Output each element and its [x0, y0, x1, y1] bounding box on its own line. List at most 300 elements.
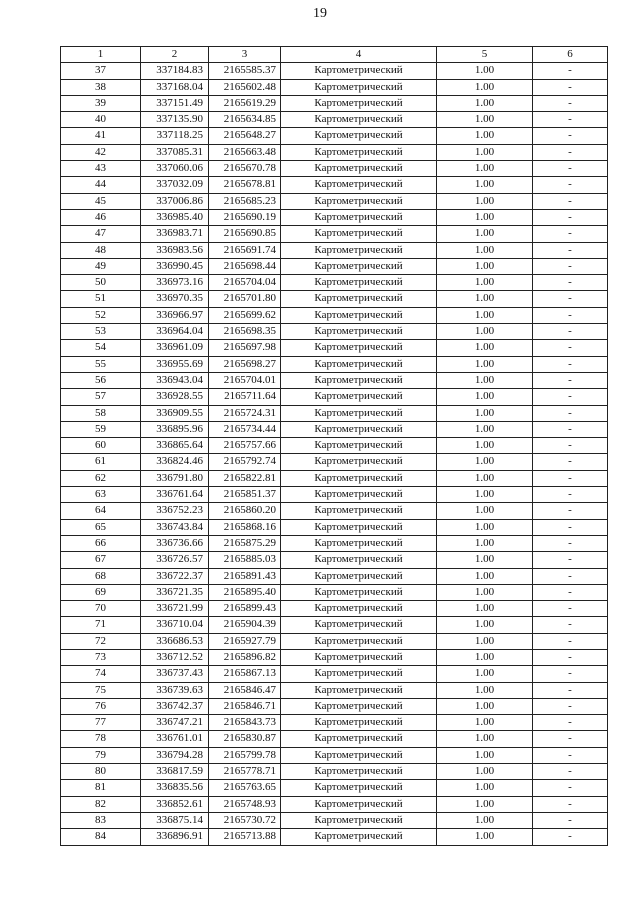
- x-coordinate-cell: 337006.86: [141, 193, 209, 209]
- point-number-cell: 71: [61, 617, 141, 633]
- note-cell: -: [533, 63, 608, 79]
- accuracy-cell: 1.00: [437, 519, 533, 535]
- table-row: [61, 79, 608, 95]
- table-row: [61, 291, 608, 307]
- x-coordinate-cell: 336909.55: [141, 405, 209, 421]
- method-cell: Картометрический: [281, 63, 437, 79]
- y-coordinate-cell: 2165634.85: [209, 112, 281, 128]
- column-header-2: 2: [141, 47, 209, 63]
- y-coordinate-cell: 2165799.78: [209, 747, 281, 763]
- table-row: [61, 470, 608, 486]
- x-coordinate-cell: 336710.04: [141, 617, 209, 633]
- column-header-4: 4: [281, 47, 437, 63]
- accuracy-cell: 1.00: [437, 633, 533, 649]
- table-row: [61, 601, 608, 617]
- point-number-cell: 59: [61, 421, 141, 437]
- y-coordinate-cell: 2165713.88: [209, 829, 281, 845]
- table-row: [61, 258, 608, 274]
- x-coordinate-cell: 336983.71: [141, 226, 209, 242]
- method-cell: Картометрический: [281, 747, 437, 763]
- method-cell: Картометрический: [281, 405, 437, 421]
- accuracy-cell: 1.00: [437, 128, 533, 144]
- table-row: [61, 584, 608, 600]
- method-cell: Картометрический: [281, 698, 437, 714]
- table-row: [61, 438, 608, 454]
- x-coordinate-cell: 336761.64: [141, 487, 209, 503]
- accuracy-cell: 1.00: [437, 161, 533, 177]
- accuracy-cell: 1.00: [437, 389, 533, 405]
- x-coordinate-cell: 337060.06: [141, 161, 209, 177]
- table-row: [61, 829, 608, 845]
- y-coordinate-cell: 2165711.64: [209, 389, 281, 405]
- note-cell: -: [533, 796, 608, 812]
- accuracy-cell: 1.00: [437, 747, 533, 763]
- point-number-cell: 76: [61, 698, 141, 714]
- column-header-6: 6: [533, 47, 608, 63]
- accuracy-cell: 1.00: [437, 258, 533, 274]
- table-header: [61, 47, 608, 63]
- note-cell: -: [533, 568, 608, 584]
- accuracy-cell: 1.00: [437, 242, 533, 258]
- table-row: [61, 128, 608, 144]
- point-number-cell: 52: [61, 307, 141, 323]
- accuracy-cell: 1.00: [437, 584, 533, 600]
- table-row: [61, 666, 608, 682]
- x-coordinate-cell: 336824.46: [141, 454, 209, 470]
- x-coordinate-cell: 336739.63: [141, 682, 209, 698]
- point-number-cell: 55: [61, 356, 141, 372]
- point-number-cell: 74: [61, 666, 141, 682]
- note-cell: -: [533, 356, 608, 372]
- point-number-cell: 40: [61, 112, 141, 128]
- y-coordinate-cell: 2165778.71: [209, 764, 281, 780]
- table-row: [61, 796, 608, 812]
- x-coordinate-cell: 336722.37: [141, 568, 209, 584]
- method-cell: Картометрический: [281, 633, 437, 649]
- accuracy-cell: 1.00: [437, 63, 533, 79]
- note-cell: -: [533, 812, 608, 828]
- point-number-cell: 51: [61, 291, 141, 307]
- y-coordinate-cell: 2165724.31: [209, 405, 281, 421]
- point-number-cell: 54: [61, 340, 141, 356]
- y-coordinate-cell: 2165701.80: [209, 291, 281, 307]
- y-coordinate-cell: 2165670.78: [209, 161, 281, 177]
- point-number-cell: 80: [61, 764, 141, 780]
- table-row: [61, 275, 608, 291]
- note-cell: -: [533, 633, 608, 649]
- accuracy-cell: 1.00: [437, 470, 533, 486]
- method-cell: Картометрический: [281, 438, 437, 454]
- note-cell: -: [533, 307, 608, 323]
- table-row: [61, 226, 608, 242]
- method-cell: Картометрический: [281, 487, 437, 503]
- method-cell: Картометрический: [281, 95, 437, 111]
- method-cell: Картометрический: [281, 209, 437, 225]
- table-row: [61, 698, 608, 714]
- note-cell: -: [533, 209, 608, 225]
- note-cell: -: [533, 79, 608, 95]
- accuracy-cell: 1.00: [437, 324, 533, 340]
- accuracy-cell: 1.00: [437, 682, 533, 698]
- method-cell: Картометрический: [281, 291, 437, 307]
- point-number-cell: 39: [61, 95, 141, 111]
- point-number-cell: 60: [61, 438, 141, 454]
- method-cell: Картометрический: [281, 161, 437, 177]
- y-coordinate-cell: 2165602.48: [209, 79, 281, 95]
- accuracy-cell: 1.00: [437, 649, 533, 665]
- y-coordinate-cell: 2165904.39: [209, 617, 281, 633]
- y-coordinate-cell: 2165748.93: [209, 796, 281, 812]
- x-coordinate-cell: 336835.56: [141, 780, 209, 796]
- y-coordinate-cell: 2165867.13: [209, 666, 281, 682]
- y-coordinate-cell: 2165896.82: [209, 649, 281, 665]
- x-coordinate-cell: 336961.09: [141, 340, 209, 356]
- point-number-cell: 48: [61, 242, 141, 258]
- y-coordinate-cell: 2165846.71: [209, 698, 281, 714]
- point-number-cell: 84: [61, 829, 141, 845]
- point-number-cell: 42: [61, 144, 141, 160]
- y-coordinate-cell: 2165822.81: [209, 470, 281, 486]
- note-cell: -: [533, 617, 608, 633]
- accuracy-cell: 1.00: [437, 438, 533, 454]
- table-row: [61, 95, 608, 111]
- note-cell: -: [533, 829, 608, 845]
- method-cell: Картометрический: [281, 454, 437, 470]
- method-cell: Картометрический: [281, 421, 437, 437]
- accuracy-cell: 1.00: [437, 372, 533, 388]
- method-cell: Картометрический: [281, 601, 437, 617]
- note-cell: -: [533, 698, 608, 714]
- x-coordinate-cell: 336761.01: [141, 731, 209, 747]
- accuracy-cell: 1.00: [437, 487, 533, 503]
- table-row: [61, 454, 608, 470]
- y-coordinate-cell: 2165704.04: [209, 275, 281, 291]
- accuracy-cell: 1.00: [437, 193, 533, 209]
- table-row: [61, 812, 608, 828]
- note-cell: -: [533, 340, 608, 356]
- y-coordinate-cell: 2165734.44: [209, 421, 281, 437]
- y-coordinate-cell: 2165895.40: [209, 584, 281, 600]
- method-cell: Картометрический: [281, 177, 437, 193]
- x-coordinate-cell: 336973.16: [141, 275, 209, 291]
- accuracy-cell: 1.00: [437, 177, 533, 193]
- accuracy-cell: 1.00: [437, 796, 533, 812]
- accuracy-cell: 1.00: [437, 275, 533, 291]
- y-coordinate-cell: 2165698.27: [209, 356, 281, 372]
- x-coordinate-cell: 336865.64: [141, 438, 209, 454]
- note-cell: -: [533, 666, 608, 682]
- x-coordinate-cell: 336875.14: [141, 812, 209, 828]
- note-cell: -: [533, 95, 608, 111]
- note-cell: -: [533, 780, 608, 796]
- accuracy-cell: 1.00: [437, 535, 533, 551]
- point-number-cell: 65: [61, 519, 141, 535]
- table-row: [61, 307, 608, 323]
- x-coordinate-cell: 336743.84: [141, 519, 209, 535]
- x-coordinate-cell: 336747.21: [141, 715, 209, 731]
- table-row: [61, 112, 608, 128]
- point-number-cell: 66: [61, 535, 141, 551]
- point-number-cell: 67: [61, 552, 141, 568]
- method-cell: Картометрический: [281, 796, 437, 812]
- x-coordinate-cell: 336964.04: [141, 324, 209, 340]
- table-row: [61, 421, 608, 437]
- table-row: [61, 356, 608, 372]
- x-coordinate-cell: 336736.66: [141, 535, 209, 551]
- note-cell: -: [533, 438, 608, 454]
- y-coordinate-cell: 2165891.43: [209, 568, 281, 584]
- table-row: [61, 340, 608, 356]
- note-cell: -: [533, 487, 608, 503]
- note-cell: -: [533, 454, 608, 470]
- x-coordinate-cell: 336752.23: [141, 503, 209, 519]
- note-cell: -: [533, 128, 608, 144]
- point-number-cell: 82: [61, 796, 141, 812]
- x-coordinate-cell: 336928.55: [141, 389, 209, 405]
- table-row: [61, 487, 608, 503]
- table-row: [61, 747, 608, 763]
- note-cell: -: [533, 193, 608, 209]
- point-number-cell: 37: [61, 63, 141, 79]
- x-coordinate-cell: 337118.25: [141, 128, 209, 144]
- column-header-1: 1: [61, 47, 141, 63]
- point-number-cell: 83: [61, 812, 141, 828]
- accuracy-cell: 1.00: [437, 291, 533, 307]
- x-coordinate-cell: 336955.69: [141, 356, 209, 372]
- note-cell: -: [533, 372, 608, 388]
- method-cell: Картометрический: [281, 258, 437, 274]
- x-coordinate-cell: 336791.80: [141, 470, 209, 486]
- method-cell: Картометрический: [281, 226, 437, 242]
- accuracy-cell: 1.00: [437, 617, 533, 633]
- method-cell: Картометрический: [281, 193, 437, 209]
- method-cell: Картометрический: [281, 731, 437, 747]
- note-cell: -: [533, 731, 608, 747]
- method-cell: Картометрический: [281, 356, 437, 372]
- accuracy-cell: 1.00: [437, 112, 533, 128]
- accuracy-cell: 1.00: [437, 307, 533, 323]
- x-coordinate-cell: 336896.91: [141, 829, 209, 845]
- x-coordinate-cell: 337032.09: [141, 177, 209, 193]
- table-row: [61, 389, 608, 405]
- accuracy-cell: 1.00: [437, 764, 533, 780]
- x-coordinate-cell: 337184.83: [141, 63, 209, 79]
- accuracy-cell: 1.00: [437, 405, 533, 421]
- method-cell: Картометрический: [281, 812, 437, 828]
- note-cell: -: [533, 112, 608, 128]
- x-coordinate-cell: 336726.57: [141, 552, 209, 568]
- x-coordinate-cell: 336852.61: [141, 796, 209, 812]
- accuracy-cell: 1.00: [437, 601, 533, 617]
- table-row: [61, 682, 608, 698]
- accuracy-cell: 1.00: [437, 812, 533, 828]
- y-coordinate-cell: 2165585.37: [209, 63, 281, 79]
- x-coordinate-cell: 336721.35: [141, 584, 209, 600]
- point-number-cell: 47: [61, 226, 141, 242]
- accuracy-cell: 1.00: [437, 95, 533, 111]
- method-cell: Картометрический: [281, 389, 437, 405]
- method-cell: Картометрический: [281, 79, 437, 95]
- method-cell: Картометрический: [281, 715, 437, 731]
- table-row: [61, 209, 608, 225]
- point-number-cell: 61: [61, 454, 141, 470]
- method-cell: Картометрический: [281, 829, 437, 845]
- point-number-cell: 46: [61, 209, 141, 225]
- point-number-cell: 45: [61, 193, 141, 209]
- point-number-cell: 64: [61, 503, 141, 519]
- y-coordinate-cell: 2165875.29: [209, 535, 281, 551]
- accuracy-cell: 1.00: [437, 454, 533, 470]
- method-cell: Картометрический: [281, 242, 437, 258]
- table-row: [61, 519, 608, 535]
- table-row: [61, 552, 608, 568]
- column-header-5: 5: [437, 47, 533, 63]
- point-number-cell: 41: [61, 128, 141, 144]
- x-coordinate-cell: 336712.52: [141, 649, 209, 665]
- column-header-3: 3: [209, 47, 281, 63]
- note-cell: -: [533, 519, 608, 535]
- note-cell: -: [533, 258, 608, 274]
- method-cell: Картометрический: [281, 535, 437, 551]
- note-cell: -: [533, 275, 608, 291]
- x-coordinate-cell: 336742.37: [141, 698, 209, 714]
- table-row: [61, 372, 608, 388]
- y-coordinate-cell: 2165690.85: [209, 226, 281, 242]
- method-cell: Картометрический: [281, 128, 437, 144]
- table-row: [61, 405, 608, 421]
- point-number-cell: 68: [61, 568, 141, 584]
- accuracy-cell: 1.00: [437, 340, 533, 356]
- point-number-cell: 57: [61, 389, 141, 405]
- point-number-cell: 77: [61, 715, 141, 731]
- table-row: [61, 177, 608, 193]
- table-row: [61, 568, 608, 584]
- point-number-cell: 50: [61, 275, 141, 291]
- page-number: 19: [313, 6, 327, 21]
- method-cell: Картометрический: [281, 649, 437, 665]
- note-cell: -: [533, 747, 608, 763]
- note-cell: -: [533, 764, 608, 780]
- y-coordinate-cell: 2165704.01: [209, 372, 281, 388]
- table-row: [61, 715, 608, 731]
- x-coordinate-cell: 337168.04: [141, 79, 209, 95]
- point-number-cell: 69: [61, 584, 141, 600]
- accuracy-cell: 1.00: [437, 666, 533, 682]
- accuracy-cell: 1.00: [437, 552, 533, 568]
- table-row: [61, 780, 608, 796]
- table-row: [61, 731, 608, 747]
- note-cell: -: [533, 503, 608, 519]
- table-row: [61, 242, 608, 258]
- table-row: [61, 161, 608, 177]
- x-coordinate-cell: 336983.56: [141, 242, 209, 258]
- x-coordinate-cell: 337151.49: [141, 95, 209, 111]
- method-cell: Картометрический: [281, 617, 437, 633]
- method-cell: Картометрический: [281, 780, 437, 796]
- table-row: [61, 649, 608, 665]
- point-number-cell: 49: [61, 258, 141, 274]
- y-coordinate-cell: 2165843.73: [209, 715, 281, 731]
- y-coordinate-cell: 2165691.74: [209, 242, 281, 258]
- accuracy-cell: 1.00: [437, 421, 533, 437]
- method-cell: Картометрический: [281, 470, 437, 486]
- note-cell: -: [533, 177, 608, 193]
- y-coordinate-cell: 2165757.66: [209, 438, 281, 454]
- x-coordinate-cell: 336817.59: [141, 764, 209, 780]
- x-coordinate-cell: 336970.35: [141, 291, 209, 307]
- y-coordinate-cell: 2165830.87: [209, 731, 281, 747]
- accuracy-cell: 1.00: [437, 79, 533, 95]
- note-cell: -: [533, 242, 608, 258]
- method-cell: Картометрический: [281, 324, 437, 340]
- note-cell: -: [533, 389, 608, 405]
- accuracy-cell: 1.00: [437, 715, 533, 731]
- method-cell: Картометрический: [281, 584, 437, 600]
- y-coordinate-cell: 2165885.03: [209, 552, 281, 568]
- table-row: [61, 324, 608, 340]
- accuracy-cell: 1.00: [437, 356, 533, 372]
- table-body: [61, 63, 608, 845]
- y-coordinate-cell: 2165851.37: [209, 487, 281, 503]
- method-cell: Картометрический: [281, 340, 437, 356]
- table-row: [61, 617, 608, 633]
- coordinates-table: [60, 46, 608, 846]
- accuracy-cell: 1.00: [437, 829, 533, 845]
- table-row: [61, 503, 608, 519]
- point-number-cell: 73: [61, 649, 141, 665]
- y-coordinate-cell: 2165698.35: [209, 324, 281, 340]
- x-coordinate-cell: 336737.43: [141, 666, 209, 682]
- point-number-cell: 70: [61, 601, 141, 617]
- y-coordinate-cell: 2165685.23: [209, 193, 281, 209]
- y-coordinate-cell: 2165697.98: [209, 340, 281, 356]
- table-row: [61, 764, 608, 780]
- method-cell: Картометрический: [281, 144, 437, 160]
- y-coordinate-cell: 2165690.19: [209, 209, 281, 225]
- point-number-cell: 79: [61, 747, 141, 763]
- y-coordinate-cell: 2165899.43: [209, 601, 281, 617]
- y-coordinate-cell: 2165730.72: [209, 812, 281, 828]
- y-coordinate-cell: 2165663.48: [209, 144, 281, 160]
- note-cell: -: [533, 682, 608, 698]
- y-coordinate-cell: 2165678.81: [209, 177, 281, 193]
- x-coordinate-cell: 336895.96: [141, 421, 209, 437]
- table-row: [61, 144, 608, 160]
- point-number-cell: 78: [61, 731, 141, 747]
- y-coordinate-cell: 2165698.44: [209, 258, 281, 274]
- note-cell: -: [533, 649, 608, 665]
- table-row: [61, 535, 608, 551]
- method-cell: Картометрический: [281, 112, 437, 128]
- note-cell: -: [533, 584, 608, 600]
- accuracy-cell: 1.00: [437, 503, 533, 519]
- note-cell: -: [533, 601, 608, 617]
- y-coordinate-cell: 2165868.16: [209, 519, 281, 535]
- accuracy-cell: 1.00: [437, 209, 533, 225]
- note-cell: -: [533, 535, 608, 551]
- table-row: [61, 63, 608, 79]
- y-coordinate-cell: 2165763.65: [209, 780, 281, 796]
- point-number-cell: 53: [61, 324, 141, 340]
- point-number-cell: 75: [61, 682, 141, 698]
- point-number-cell: 38: [61, 79, 141, 95]
- y-coordinate-cell: 2165846.47: [209, 682, 281, 698]
- point-number-cell: 63: [61, 487, 141, 503]
- method-cell: Картометрический: [281, 552, 437, 568]
- note-cell: -: [533, 324, 608, 340]
- method-cell: Картометрический: [281, 682, 437, 698]
- y-coordinate-cell: 2165792.74: [209, 454, 281, 470]
